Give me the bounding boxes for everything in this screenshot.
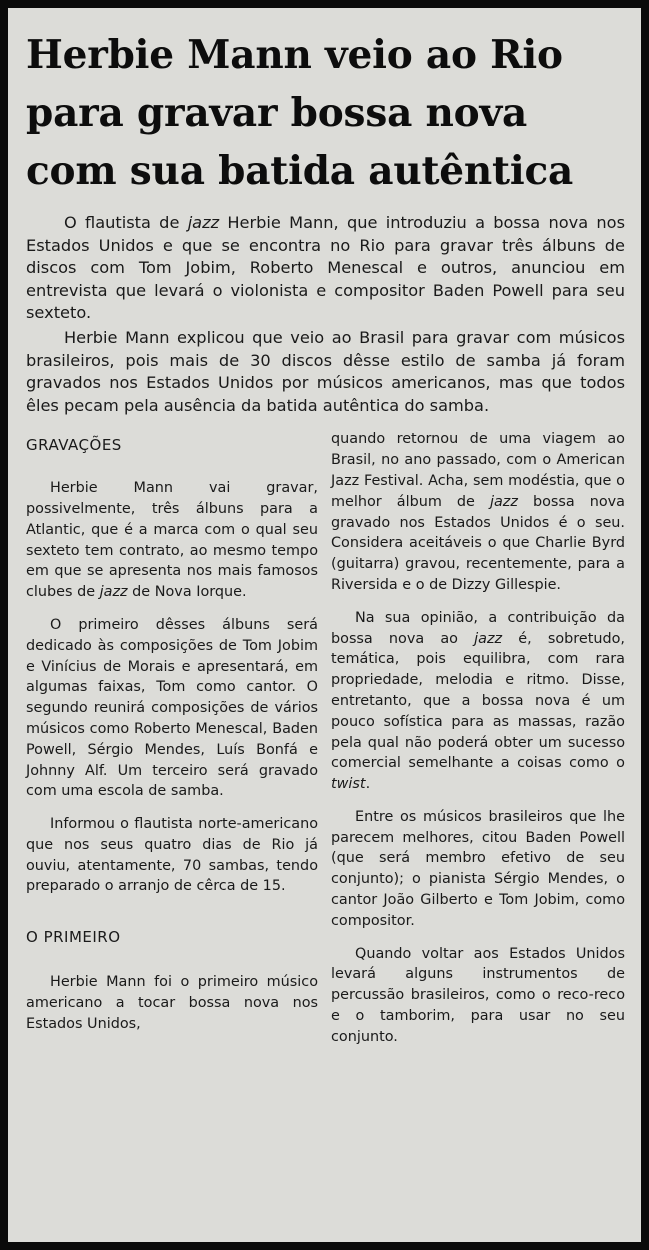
headline-line-3: com sua batida autêntica <box>26 148 574 194</box>
headline-line-1: Herbie Mann veio ao Rio <box>26 32 563 78</box>
right-column <box>331 425 625 1059</box>
subhead-gravacoes: GRAVAÇÕES <box>26 436 122 455</box>
headline-line-2: para gravar bossa nova <box>26 90 528 136</box>
right-paragraph-1: quando retornou de uma viagem ao Brasil, no ano passado, com o American Jazz Festival. Acha, sem modéstia, que o melhor álbum de jazz bossa nova gravado nos Estados Unidos é o seu. Considera aceitáveis o que Charlie Byrd (guitarra) gravou, recentemente, para a Riversida e o de Dizzy Gillespie. <box>331 431 626 593</box>
right-paragraph-4: Quando voltar aos Estados Unidos levará alguns instrumentos de percussão brasileiros, como o reco-reco e o tamborim, para usar no seu conjunto. <box>331 945 625 1045</box>
newspaper-clipping <box>8 8 641 1242</box>
left-paragraph-1: Herbie Mann vai gravar, possivelmente, três álbuns para a Atlantic, que é a marca com o qual seu sexteto tem contrato, ao mesmo tempo em que se apresenta nos mais famosos clubes de jazz de Nova Iorque. <box>26 480 318 601</box>
subhead-o-primeiro: O PRIMEIRO <box>26 928 121 947</box>
headline <box>26 26 625 200</box>
right-paragraph-3: Entre os músicos brasileiros que lhe parecem melhores, citou Baden Powell (que será membro efetivo de seu conjunto); o pianista Sérgio Mendes, o cantor João Gilberto e Tom Jobim, como compositor. <box>331 808 625 929</box>
lead-paragraph-1: O flautista de jazz Herbie Mann, que introduziu a bossa nova nos Estados Unidos e que se encontra no Rio para gravar três álbuns de discos com Tom Jobim, Roberto Menescal e outros, anunciou em entrevista que levará o violonista e compositor Baden Powell para seu sexteto. <box>26 213 625 323</box>
left-paragraph-2: O primeiro dêsses álbuns será dedicado às composições de Tom Jobim e Vinícius de Morais e apresentará, em algumas faixas, Tom como cantor. O segundo reunirá composições de vários músicos como Roberto Menescal, Baden Powell, Sérgio Mendes, Luís Bonfá e Johnny Alf. Um terceiro será gravado com uma escola de samba. <box>26 616 318 800</box>
right-paragraph-2: Na sua opinião, a contribuição da bossa nova ao jazz é, sobretudo, temática, pois equilibra, com rara propriedade, melodia e ritmo. Disse, entretanto, que a bossa nova é um pouco sofística para as massas, razão pela qual não poderá obter um sucesso comercial semelhante a coisas como o twist. <box>331 609 626 793</box>
left-column <box>26 425 318 1059</box>
lead-paragraph-2: Herbie Mann explicou que veio ao Brasil para gravar com músicos brasileiros, pois mais de 30 discos dêsse estilo de samba já foram gravados nos Estados Unidos por músicos americanos, mas que todos êles pecam pela ausência da batida autêntica do samba. <box>26 327 625 415</box>
body-columns <box>26 425 625 1059</box>
left-paragraph-4: Herbie Mann foi o primeiro músico americano a tocar bossa nova nos Estados Unidos, <box>26 974 318 1032</box>
left-paragraph-3: Informou o flautista norte-americano que nos seus quatro dias de Rio já ouviu, atentamente, 70 sambas, tendo preparado o arranjo de cêrca de 15. <box>26 816 318 895</box>
lead-section <box>26 212 625 417</box>
